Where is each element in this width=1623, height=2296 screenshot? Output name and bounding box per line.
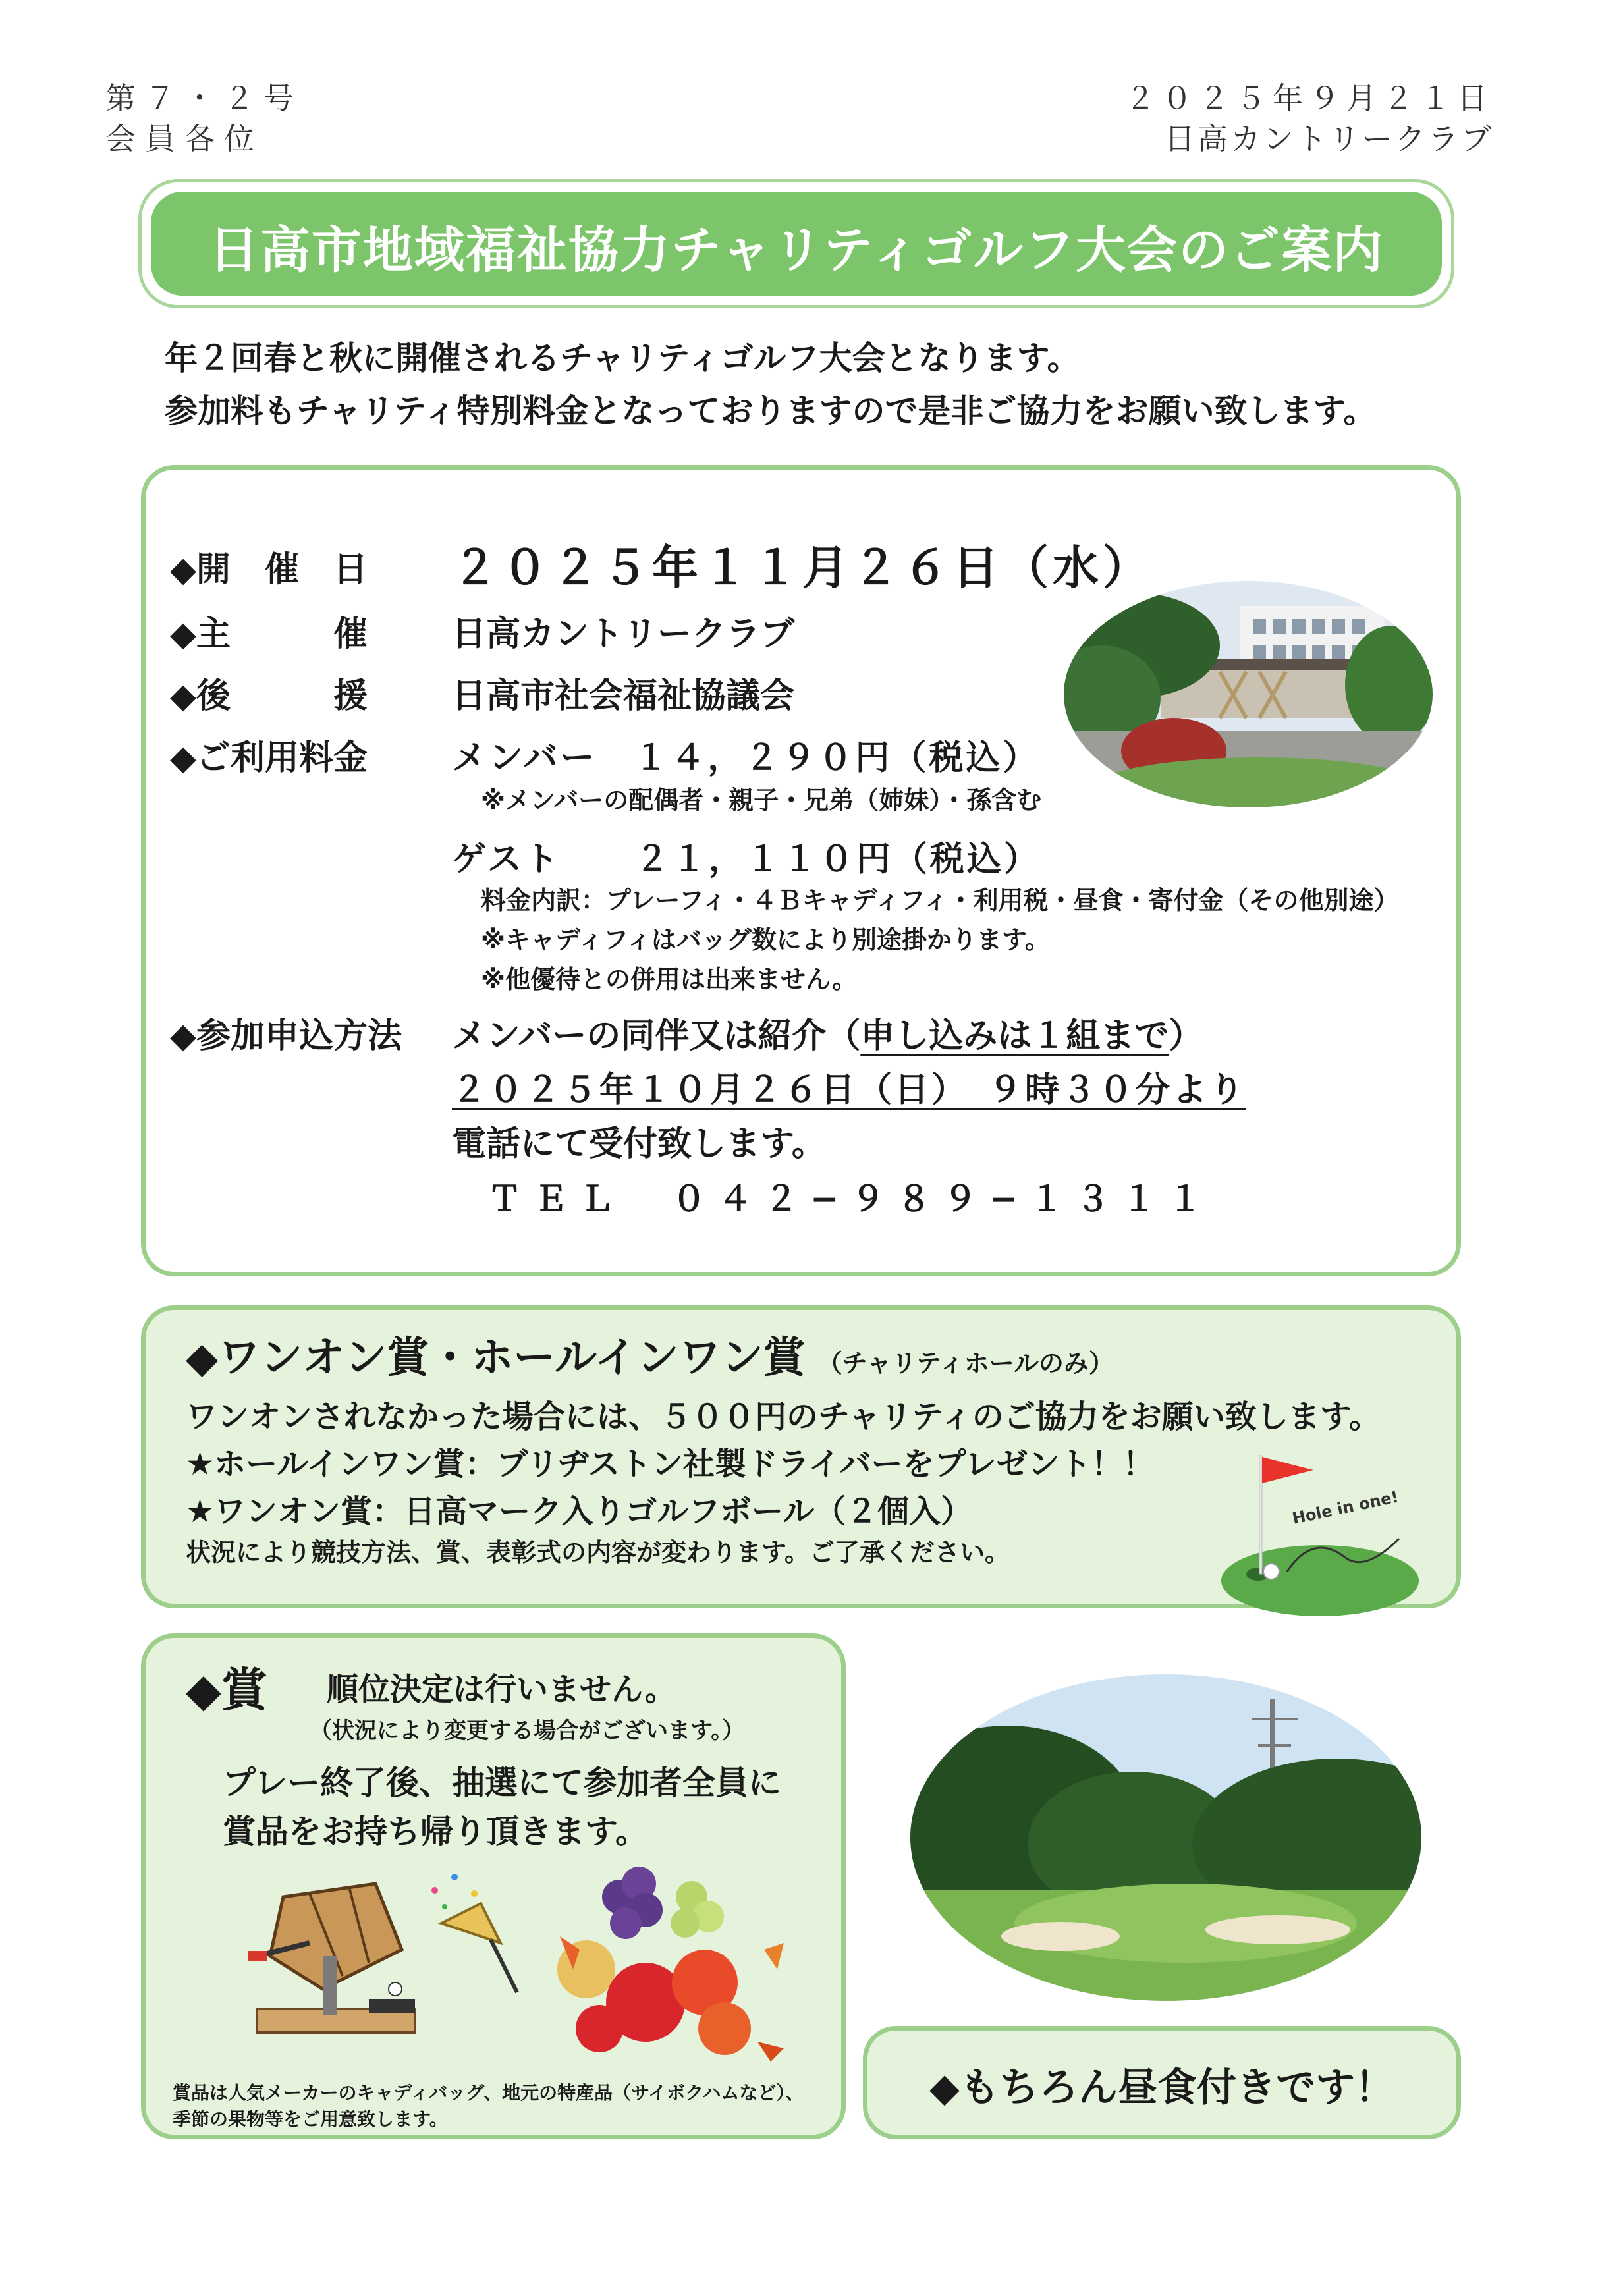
document-number: 第７・２号 — [105, 80, 303, 116]
apply-method: 電話にて受付致します。 — [452, 1124, 826, 1164]
golf-course-photo — [909, 1673, 1423, 2002]
guest-fee: ゲスト ２１，１１０円（税込） — [452, 840, 1041, 879]
date-label: ◆開 催 日 — [170, 550, 368, 589]
apply-limit: 申し込みは１組まで — [860, 1016, 1169, 1056]
apply-line-1 — [452, 1008, 1203, 1057]
discount-note: ※他優待との併用は出来ません。 — [481, 965, 858, 994]
hole-in-one-text: Hole in one! — [1290, 1487, 1400, 1528]
host-value: 日高カントリークラブ — [452, 615, 795, 654]
intro-line-1: 年２回春と秋に開催されるチャリティゴルフ大会となります。 — [165, 339, 1080, 377]
prize-line-2: 賞品をお持ち帰り頂きます。 — [223, 1813, 648, 1851]
one-on-prize: ★ワンオン賞：日高マーク入りゴルフボール（２個入） — [186, 1493, 973, 1530]
support-value: 日高市社会福祉協議会 — [452, 676, 795, 716]
prize-line-1: プレー終了後、抽選にて参加者全員に — [223, 1764, 781, 1802]
conditions-note: 状況により競技方法、賞、表彰式の内容が変わります。ご了承ください。 — [186, 1538, 1010, 1567]
event-date: ２０２５年１１月２６日（水） — [452, 541, 1153, 595]
fee-label: ◆ご利用料金 — [170, 738, 368, 778]
phone-number: ＴＥＬ ０４２−９８９−１３１１ — [487, 1180, 1215, 1219]
support-label: ◆後 援 — [170, 676, 368, 716]
recipients: 会員各位 — [105, 121, 263, 157]
prize-footnote-line-1: 賞品は人気メーカーのキャディバッグ、地元の特産品（サイボクハムなど）、 — [173, 2082, 804, 2104]
prize-subnote: （状況により変更する場合がございます。） — [310, 1718, 745, 1744]
prize-footnote — [173, 2080, 804, 2133]
hole-in-one-heading — [186, 1324, 1114, 1384]
apply-prefix: メンバーの同伴又は紹介（ — [452, 1016, 861, 1056]
fee-breakdown: 料金内訳：プレーフィ・４Ｂキャディフィ・利用税・昼食・寄付金（その他別途） — [481, 886, 1399, 915]
apply-label: ◆参加申込方法 — [170, 1016, 402, 1056]
hole-in-one-illustration — [1215, 1442, 1425, 1620]
clubhouse-photo — [1062, 580, 1435, 809]
member-fee: メンバー １４，２９０円（税込） — [452, 738, 1040, 778]
prize-subheading: 順位決定は行いません。 — [327, 1671, 676, 1708]
lunch-included: ◆もちろん昼食付きです！ — [929, 2065, 1395, 2111]
intro-line-2: 参加料もチャリティ特別料金となっておりますので是非ご協力をお願い致します。 — [165, 392, 1377, 430]
member-note: ※メンバーの配偶者・親子・兄弟（姉妹）・孫含む — [481, 786, 1042, 815]
prize-text — [223, 1759, 781, 1856]
page-title: 日高市地域福祉協力チャリティゴルフ大会のご案内 — [208, 221, 1385, 279]
intro-text — [165, 332, 1377, 437]
apply-suffix: ） — [1169, 1016, 1203, 1056]
issuer-name: 日高カントリークラブ — [1165, 121, 1494, 157]
fruit-illustration — [547, 1857, 797, 2068]
issue-date: ２０２５年９月２１日 — [1125, 80, 1494, 116]
prize-footnote-line-2: 季節の果物等をご用意致します。 — [173, 2108, 448, 2130]
apply-start: ２０２５年１０月２６日（日） ９時３０分より — [452, 1070, 1247, 1110]
charity-request: ワンオンされなかった場合には、５００円のチャリティのご協力をお願い致します。 — [186, 1398, 1381, 1435]
lottery-illustration — [244, 1857, 520, 2055]
caddie-note: ※キャディフィはバッグ数により別途掛かります。 — [481, 925, 1050, 954]
host-label: ◆主 催 — [170, 615, 368, 654]
hole-in-one-scope: （チャリティホールのみ） — [817, 1349, 1114, 1378]
hole-in-one-prize: ★ホールインワン賞：ブリヂストン社製ドライバーをプレゼント！！ — [186, 1446, 1155, 1483]
hole-in-one-title: ◆ワンオン賞・ホールインワン賞 — [186, 1334, 806, 1382]
prize-heading: ◆賞 — [186, 1663, 267, 1717]
title-banner — [138, 179, 1454, 308]
